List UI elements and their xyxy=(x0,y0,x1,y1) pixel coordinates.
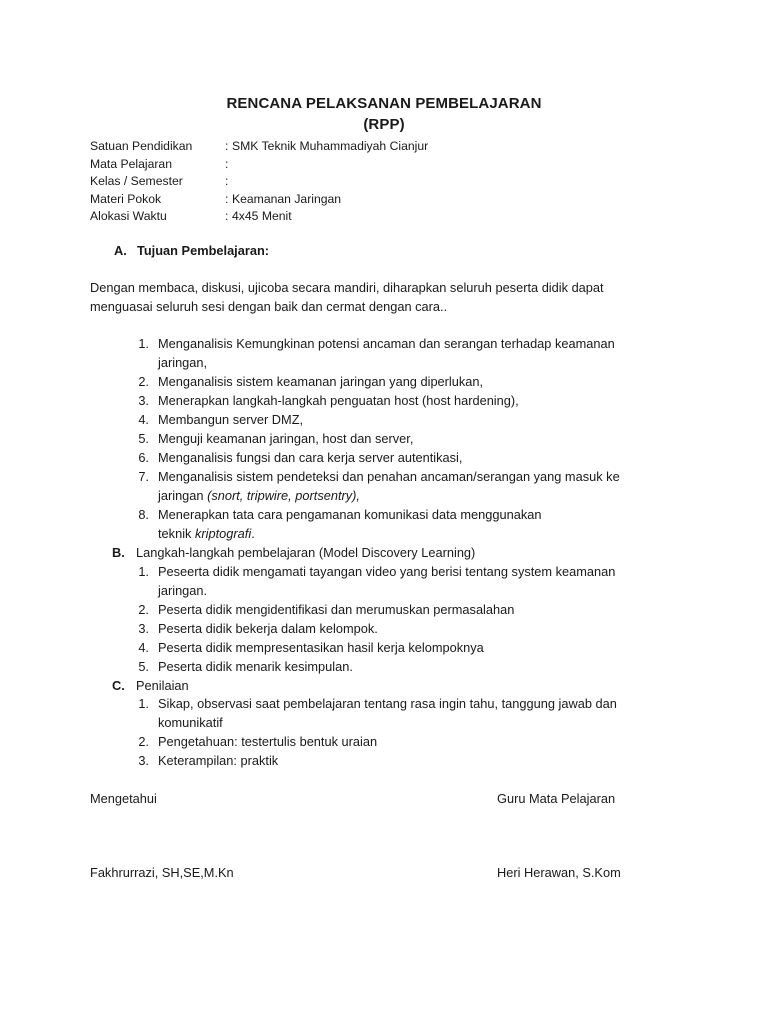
signature-right-name: Heri Herawan, S.Kom xyxy=(497,865,621,880)
section-a-letter: A. xyxy=(114,243,127,258)
list-item: Peseerta didik mengamati tayangan video yang berisi tentang system keamanan xyxy=(158,564,616,579)
identity-row-satuan xyxy=(90,138,428,156)
list-item: Menganalisis fungsi dan cara kerja server autentikasi, xyxy=(158,450,463,465)
list-item: Menganalisis sistem pendeteksi dan penahan ancaman/serangan yang masuk ke xyxy=(158,469,620,484)
identity-label: Kelas / Semester xyxy=(90,174,183,188)
list-number: 5. xyxy=(138,431,149,446)
section-c-title: Penilaian xyxy=(136,678,189,693)
list-item: Menguji keamanan jaringan, host dan server, xyxy=(158,431,414,446)
list-item-continuation: komunikatif xyxy=(158,715,223,730)
identity-label: Alokasi Waktu xyxy=(90,209,167,223)
identity-row-kelas xyxy=(90,173,428,191)
list-item-text: teknik xyxy=(158,526,195,541)
list-number: 6. xyxy=(138,450,149,465)
list-number: 2. xyxy=(138,374,149,389)
identity-label: Satuan Pendidikan xyxy=(90,139,193,153)
list-item-continuation xyxy=(158,524,255,543)
list-item-continuation: jaringan. xyxy=(158,583,208,598)
list-number: 1. xyxy=(138,336,149,351)
list-item: Membangun server DMZ, xyxy=(158,412,304,427)
list-item: Pengetahuan: testertulis bentuk uraian xyxy=(158,734,378,749)
identity-label: Materi Pokok xyxy=(90,191,162,206)
intro-line-1: Dengan membaca, diskusi, ujicoba secara mandiri, diharapkan seluruh peserta didik dapat xyxy=(90,280,604,295)
intro-line-2: menguasai seluruh sesi dengan baik dan cermat dengan cara.. xyxy=(90,299,448,314)
list-number: 3. xyxy=(138,621,149,636)
identity-value: 4x45 Menit xyxy=(232,209,292,223)
document-title: RENCANA PELAKSANAN PEMBELAJARAN xyxy=(226,95,542,112)
section-b-title: Langkah-langkah pembelajaran (Model Discovery Learning) xyxy=(136,545,476,560)
identity-separator: : xyxy=(225,174,229,188)
list-item: Menerapkan tata cara pengamanan komunikasi data menggunakan xyxy=(158,507,542,522)
list-item-continuation: jaringan, xyxy=(158,355,208,370)
list-number: 1. xyxy=(138,564,149,579)
section-c-letter: C. xyxy=(112,678,125,693)
identity-value: SMK Teknik Muhammadiyah Cianjur xyxy=(232,139,429,153)
signature-left-name: Fakhrurrazi, SH,SE,M.Kn xyxy=(90,865,234,880)
identity-row-materi xyxy=(90,191,428,209)
list-number: 2. xyxy=(138,602,149,617)
list-number: 1. xyxy=(138,696,149,711)
list-item-text: jaringan xyxy=(158,488,208,503)
list-number: 5. xyxy=(138,659,149,674)
identity-separator: : xyxy=(225,209,229,223)
list-number: 3. xyxy=(138,753,149,768)
list-number: 3. xyxy=(138,393,149,408)
identity-row-alokasi xyxy=(90,208,428,226)
list-item: Menganalisis Kemungkinan potensi ancaman dan serangan terhadap keamanan xyxy=(158,336,615,351)
section-b-letter: B. xyxy=(112,545,125,560)
list-item-italic: (snort, tripwire, portsentry), xyxy=(207,488,360,503)
identity-label: Mata Pelajaran xyxy=(90,156,172,171)
section-a-title: Tujuan Pembelajaran: xyxy=(137,243,270,258)
document-subtitle: (RPP) xyxy=(363,116,405,133)
list-item-text: . xyxy=(251,526,255,541)
list-number: 7. xyxy=(138,469,149,484)
list-item: Keterampilan: praktik xyxy=(158,753,279,768)
list-item: Menganalisis sistem keamanan jaringan yang diperlukan, xyxy=(158,374,484,389)
identity-row-mapel xyxy=(90,156,428,174)
list-number: 4. xyxy=(138,640,149,655)
list-item-continuation xyxy=(158,486,360,505)
identity-separator: : xyxy=(225,139,229,153)
identity-separator: : xyxy=(225,156,229,171)
list-number: 4. xyxy=(138,412,149,427)
identity-value: Keamanan Jaringan xyxy=(232,191,342,206)
list-item: Sikap, observasi saat pembelajaran tentang rasa ingin tahu, tanggung jawab dan xyxy=(158,696,617,711)
list-number: 8. xyxy=(138,507,149,522)
list-item: Peserta didik menarik kesimpulan. xyxy=(158,659,353,674)
list-item: Peserta didik bekerja dalam kelompok. xyxy=(158,621,378,636)
identity-table xyxy=(90,138,428,226)
list-item: Peserta didik mempresentasikan hasil kerja kelompoknya xyxy=(158,640,484,655)
signature-left-role: Mengetahui xyxy=(90,791,157,806)
list-item: Peserta didik mengidentifikasi dan merumuskan permasalahan xyxy=(158,602,515,617)
list-item: Menerapkan langkah-langkah penguatan host (host hardening), xyxy=(158,393,519,408)
list-number: 2. xyxy=(138,734,149,749)
signature-right-role: Guru Mata Pelajaran xyxy=(497,791,616,806)
identity-separator: : xyxy=(225,191,229,206)
list-item-italic: kriptografi xyxy=(195,526,252,541)
